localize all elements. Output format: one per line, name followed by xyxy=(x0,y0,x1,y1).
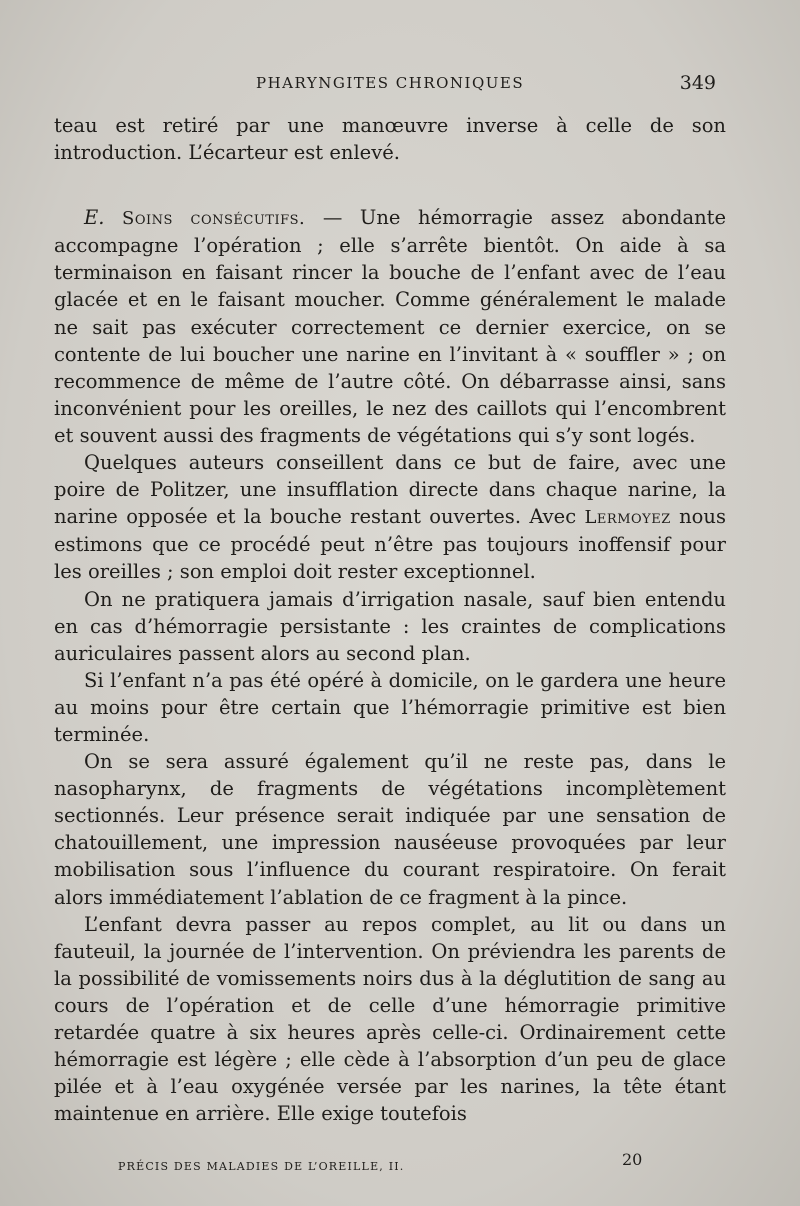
author-name: Lermoyez xyxy=(584,507,671,529)
paragraph-politzer xyxy=(54,449,726,585)
printer-signature: PRÉCIS DES MALADIES DE L’OREILLE, II. xyxy=(118,1160,405,1173)
paragraph-irrigation: On ne pratiquera jamais d’irrigation nasale, sauf bien entendu en cas d’hémorragie persistante : les craintes de complications auriculaires passent alors au second plan. xyxy=(54,587,726,665)
paragraph-fragments: On se sera assuré également qu’il ne reste pas, dans le nasopharynx, de fragments de végétations incomplètement sectionnés. Leur présence serait indiquée par une sensation de chatouillement, une impression nauséeuse provoquées par leur mobilisation sous l’influence du courant respiratoire. On ferait alors immédiatement l’ablation de ce fragment à la pince. xyxy=(54,750,726,909)
running-head xyxy=(56,72,716,98)
section-label: E. xyxy=(84,206,105,230)
paragraph-repos: L’enfant devra passer au repos complet, au lit ou dans un fauteuil, la journée de l’intervention. On préviendra les parents de la possibilité de vomissements noirs dus à la déglutition de sang au cours de l’opération et de celle d’une hémorragie primitive retardée quatre à six heures après celle-ci. Ordinairement cette hémorragie est légère ; elle cède à l’absorption d’un peu de glace pilée et à l’eau oxygénée versée par les narines, la tête étant maintenue en arrière. Elle exige toutefois xyxy=(54,912,726,1126)
body-text xyxy=(54,112,726,1127)
running-title: PHARYNGITES CHRONIQUES xyxy=(256,74,525,92)
paragraph-text: Quelques auteurs conseillent dans ce but de faire, avec une poire de Politzer, une insufflation directe dans chaque narine, la narine opposée et la bouche restant ouvertes. Avec xyxy=(54,451,726,529)
paragraph-continuation: teau est retiré par une manœuvre inverse à celle de son introduction. L’écarteur est enlevé. xyxy=(54,114,726,165)
section-heading: Soins consécutifs. xyxy=(122,208,306,230)
paragraph-text: nous estimons que ce procédé peut n’être pas toujours inoffensif pour les oreilles ; son emploi doit rester exceptionnel. xyxy=(54,505,726,584)
page-footer xyxy=(56,1150,696,1180)
paragraph-soins-consecutifs xyxy=(54,204,726,449)
paragraph-text: — Une hémorragie assez abondante accompagne l’opération ; elle s’arrête bientôt. On aide à sa terminaison en faisant rincer la bouche de l’enfant avec de l’eau glacée et en le faisant moucher. Comme généralement le malade ne sait pas exécuter correctement ce dernier exercice, on se contente de lui boucher une narine en l’invitant à « souffler » ; on recommence de même de l’autre côté. On débarrasse ainsi, sans inconvénient pour les oreilles, le nez des caillots qui l’encombrent et souvent aussi des fragments de végétations qui s’y sont logés. xyxy=(54,206,727,447)
page-number: 349 xyxy=(679,72,716,94)
paragraph-domicile: Si l’enfant n’a pas été opéré à domicile, on le gardera une heure au moins pour être certain que l’hémorragie primitive est bien terminée. xyxy=(54,668,726,746)
sheet-number: 20 xyxy=(622,1150,643,1169)
